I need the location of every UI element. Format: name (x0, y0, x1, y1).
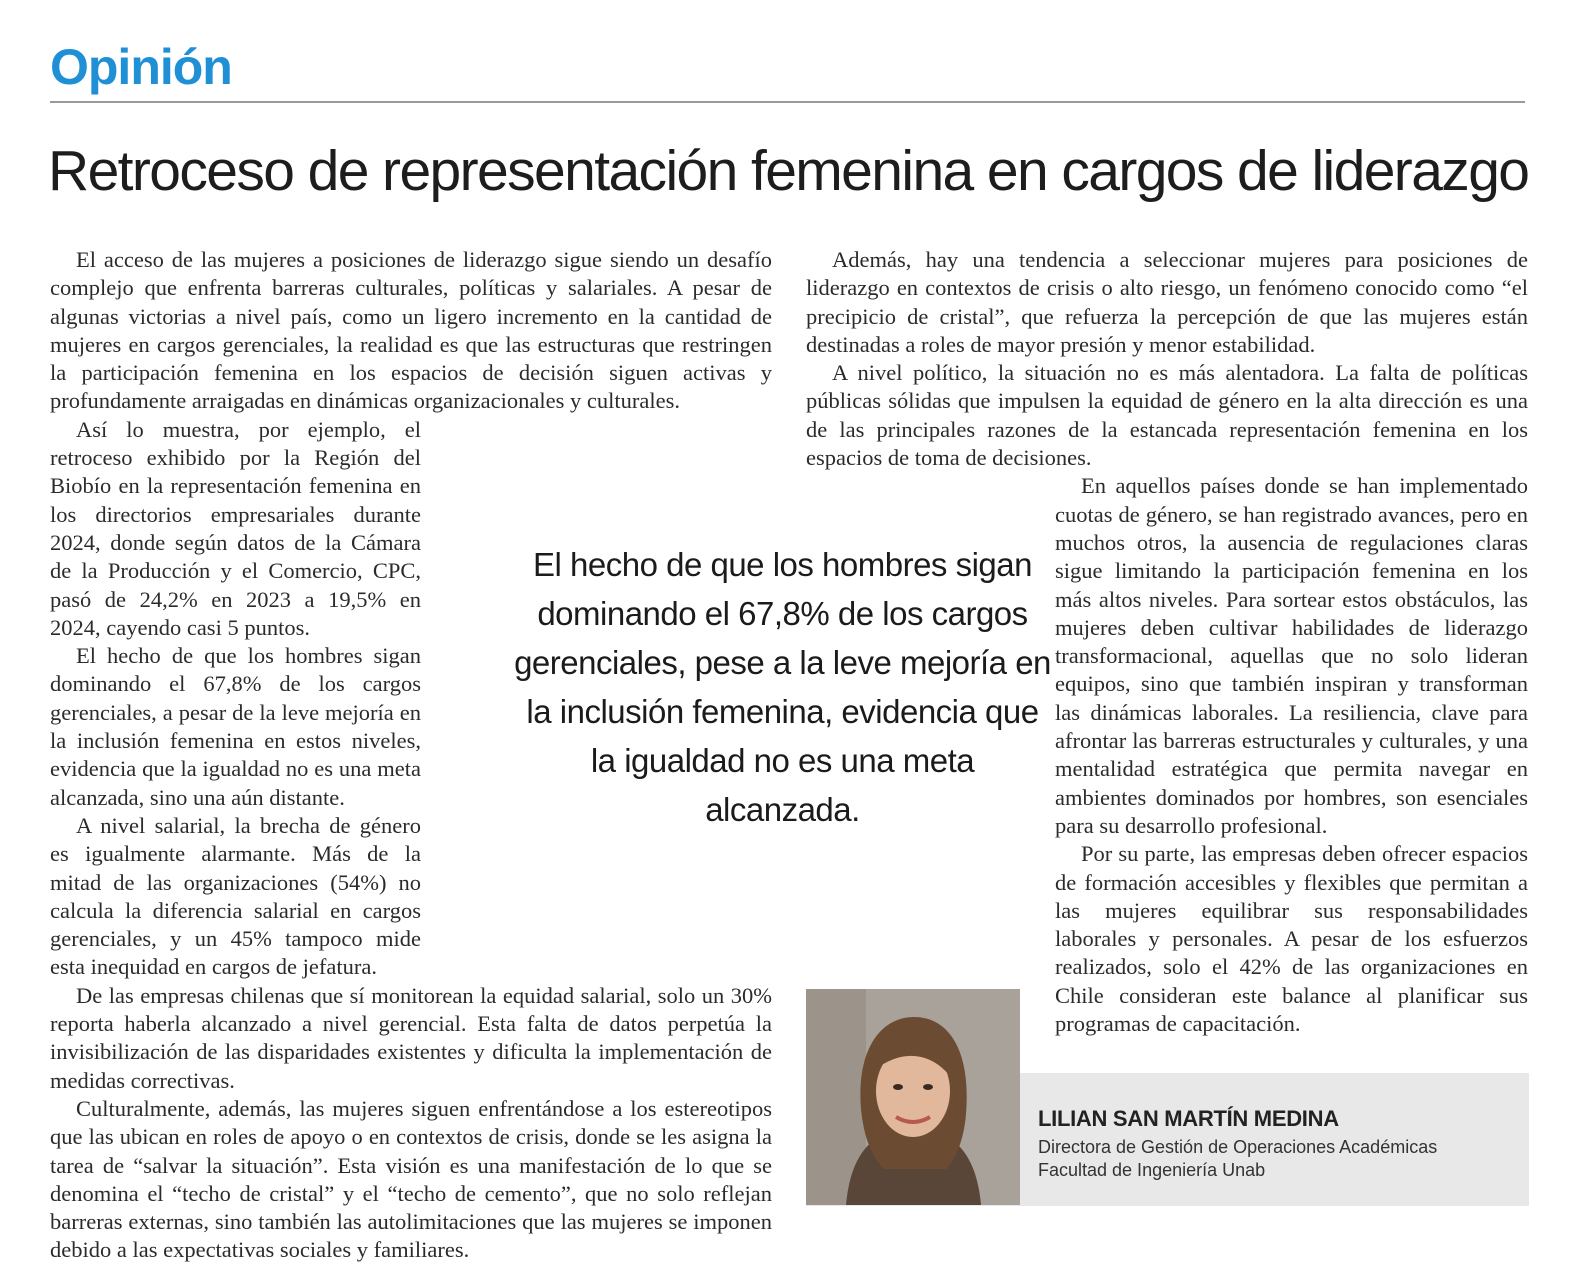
paragraph: A nivel político, la situación no es más alentadora. La falta de políticas públicas sólidas que impulsen la equidad de género en la alta dirección es una de las principales razones de la estancada representación femenina en los espacios de toma de decisiones. (806, 360, 1528, 471)
section-label: Opinión (50, 39, 232, 95)
paragraph: Culturalmente, además, las mujeres siguen enfrentándose a los estereotipos que las ubican en roles de apoyo o en contextos de crisis, donde se les asigna la tarea de “salvar la situación”. Esta visión es una manifestación de lo que se denomina el “techo de cristal” y el “techo de cemento”, que no solo reflejan barreras externas, sino también las autolimitaciones que las mujeres se imponen debido a las expectativas sociales y familiares. (50, 1095, 772, 1263)
paragraph: Así lo muestra, por ejemplo, el retroceso exhibido por la Región del Biobío en la representación femenina en los directorios empresariales durante 2024, donde según datos de la Cámara de la Producción y el Comercio, CPC, pasó de 24,2% en 2023 a 19,5% en 2024, cayendo casi 5 puntos. (50, 416, 421, 640)
author-name: LILIAN SAN MARTÍN MEDINA (1038, 1106, 1339, 1131)
author-photo (806, 989, 1020, 1205)
author-affiliation: Facultad de Ingeniería Unab (1038, 1160, 1266, 1180)
paragraph: A nivel salarial, la brecha de género es igualmente alarmante. Más de la mitad de las organizaciones (54%) no calcula la diferencia salarial en cargos gerenciales, y un 45% tampoco mide esta inequidad en cargos de jefatura. (50, 812, 421, 980)
paragraph: El acceso de las mujeres a posiciones de liderazgo sigue siendo un desafío complejo que enfrenta barreras culturales, políticas y salariales. A pesar de algunas victorias a nivel país, como un ligero incremento en la cantidad de mujeres en cargos gerenciales, la realidad es que las estructuras que restringen la participación femenina en los espacios de decisión siguen activas y profundamente arraigadas en dinámicas organizacionales y culturales. (50, 247, 772, 414)
paragraph: Por su parte, las empresas deben ofrecer espacios de formación accesibles y flexibles que permitan a las mujeres equilibrar sus responsabilidades laborales y personales. A pesar de los esfuerzos realizados, solo el 42% de las organizaciones en Chile consideran este balance al planificar sus programas de capacitación. (1055, 841, 1528, 1037)
author-title: Directora de Gestión de Operaciones Académicas (1038, 1137, 1438, 1157)
section-divider (50, 101, 1525, 103)
paragraph: Además, hay una tendencia a seleccionar mujeres para posiciones de liderazgo en contextos de crisis o alto riesgo, un fenómeno conocido como “el precipicio de cristal”, que refuerza la percepción de que las mujeres están destinadas a roles de mayor presión y menor estabilidad. (806, 247, 1528, 357)
paragraph: En aquellos países donde se han implementado cuotas de género, se han registrado avances, pero en muchos otros, la ausencia de regulaciones claras sigue limitando la participación femenina en los más altos niveles. Para sortear estos obstáculos, las mujeres deben cultivar habilidades de liderazgo transformacional, aquellas que no solo lideran equipos, sino que también inspiran y transforman las dinámicas laborales. La resiliencia, clave para afrontar las barreras estructurales y culturales, y una mentalidad estratégica que permita navegar en ambientes dominados por hombres, son esenciales para su desarrollo profesional. (1055, 473, 1528, 838)
pull-quote: El hecho de que los hombres sigan dominando el 67,8% de los cargos gerenciales, pese a la leve mejoría en la inclusión femenina, evidencia que la igualdad no es una meta alcanzada. (514, 546, 1051, 828)
author-portrait (806, 989, 1020, 1205)
paragraph: De las empresas chilenas que sí monitorean la equidad salarial, solo un 30% reporta haberla alcanzado a nivel gerencial. Esta falta de datos perpetúa la invisibilización de las disparidades existentes y dificulta la implementación de medidas correctivas. (50, 982, 772, 1093)
article-headline: Retroceso de representación femenina en cargos de liderazgo (48, 139, 1529, 203)
paragraph: El hecho de que los hombres sigan dominando el 67,8% de los cargos gerenciales, a pesar de la leve mejoría en la inclusión femenina en estos niveles, evidencia que la igualdad no es una meta alcanzada, sino una aún distante. (50, 643, 421, 810)
